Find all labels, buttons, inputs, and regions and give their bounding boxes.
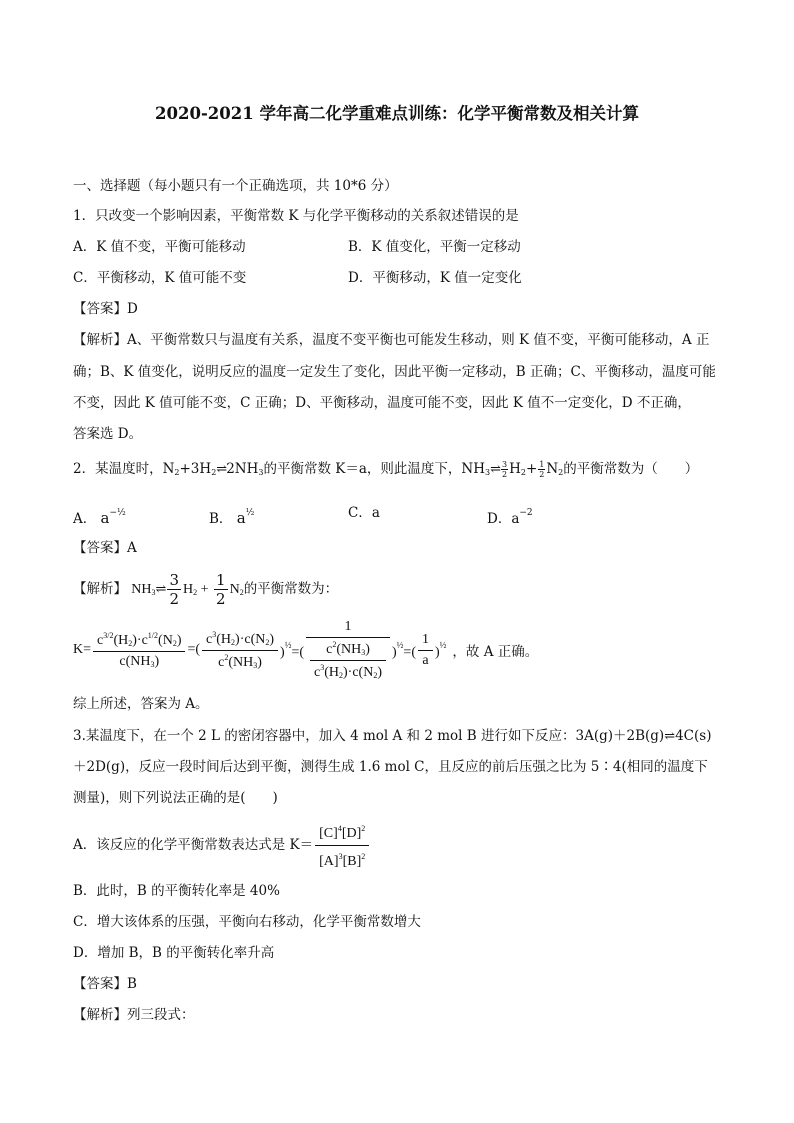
q1-analysis-line: 确；B、K 值变化，说明反应的温度一定发生了变化，因此平衡一定移动，B 正确；C、平衡移动，温度可能 [73,364,716,380]
q1-option-c: C．平衡移动，K 值可能不变 [73,270,247,286]
q2-option-b: B． $a^{\frac{1}{2}}$ [209,508,255,527]
q3-stem-line: ＋2D(g)，反应一段时间后达到平衡，测得生成 1.6 mol C，且反应的前后压强之比为 5∶4(相同的温度下 [73,759,708,775]
q3-option-c: C．增大该体系的压强，平衡向右移动，化学平衡常数增大 [73,914,421,930]
q3-option-b: B．此时，B 的平衡转化率是 40% [73,883,280,899]
q2-option-a: A． $a^{-\frac{1}{2}}$ [73,508,126,527]
q3-option-a: A．该反应的化学平衡常数表达式是 K＝ $\frac{[C]^4[D]^2}{[A]^3[B]^2}$ [73,823,371,867]
q2-option-d: D．$a^{-2}$ [487,508,533,527]
equilibrium-arrow-icon: ⇌ [216,462,227,477]
q1-answer: 【答案】D [73,301,138,317]
q1-analysis-line: 不变，因此 K 值可能不变，C 正确；D、平衡移动，温度可能不变，因此 K 值不一定变化，D 不正确， [73,395,691,411]
equilibrium-arrow-icon: ⇌ [664,729,676,744]
q1-option-d: D．平衡移动，K 值一定变化 [348,270,522,286]
page-title: 2020-2021 学年高二化学重难点训练：化学平衡常数及相关计算 [155,104,639,123]
q3-stem-line: 测量)，则下列说法正确的是( ) [73,790,278,806]
q3-analysis: 【解析】列三段式： [73,1007,195,1023]
q3-stem-line: 3.某温度下，在一个 2 L 的密闭容器中，加入 4 mol A 和 2 mol B 进行如下反应：3A(g)＋2B(g)⇌4C(s) [73,728,712,744]
q1-stem: 1．只改变一个影响因素，平衡常数 K 与化学平衡移动的关系叙述错误的是 [73,208,519,224]
equilibrium-arrow-icon: ⇌ [155,582,166,597]
q2-conclusion: 综上所述，答案为 A。 [73,696,209,712]
q2-stem: 2．某温度时，$N_2+3H_2\rightleftharpoons 2NH_3$的平衡常数 K＝a，则此温度下，$NH_3\rightleftharpoons$ $\frac{3}{2}$ $H_2+$ $\frac{1}{2}$ $N_2$的平衡常数为（ ） [73,460,699,479]
section-header: 一、选择题（每小题只有一个正确选项，共 10*6 分） [73,178,398,194]
q2-option-c: C．a [348,505,380,521]
q2-k-formula: K= $\frac{c^{3/2}(H_2)\cdot c^{1/2}(N_2)}{c(NH_3)}$ =( $\frac{c^3(H_2)\cdot c(N_2)}{c^2(NH_3)}$ )$^{\frac{1}{2}}$=( $\frac{1}{\frac{c^2(NH_3)}{c^3(H_2)\cdot c(N_2)}}$ )$^{\frac{1}{2}}$=( $\frac{1}{a}$ )$^{\frac{1}{2}}$ ，故 A 正确。 [73,619,539,680]
q1-analysis-line: 答案选 D。 [73,426,143,442]
q2-analysis-intro: 【解析】 $NH_3\rightleftharpoons$ $\frac{3}{2}$ $H_2$ + $\frac{1}{2}$ $N_2$的平衡常数为： [73,571,339,608]
q1-option-b: B．K 值变化，平衡一定移动 [348,239,521,255]
q3-answer: 【答案】B [73,976,137,992]
q2-answer: 【答案】A [73,540,137,556]
q3-option-d: D．增加 B，B 的平衡转化率升高 [73,945,275,961]
equilibrium-arrow-icon: ⇌ [490,462,500,477]
q1-option-a: A．K 值不变，平衡可能移动 [73,239,246,255]
q1-analysis-line: 【解析】A、平衡常数只与温度有关系，温度不变平衡也可能发生移动，则 K 值不变，平衡可能移动，A 正 [73,332,710,348]
